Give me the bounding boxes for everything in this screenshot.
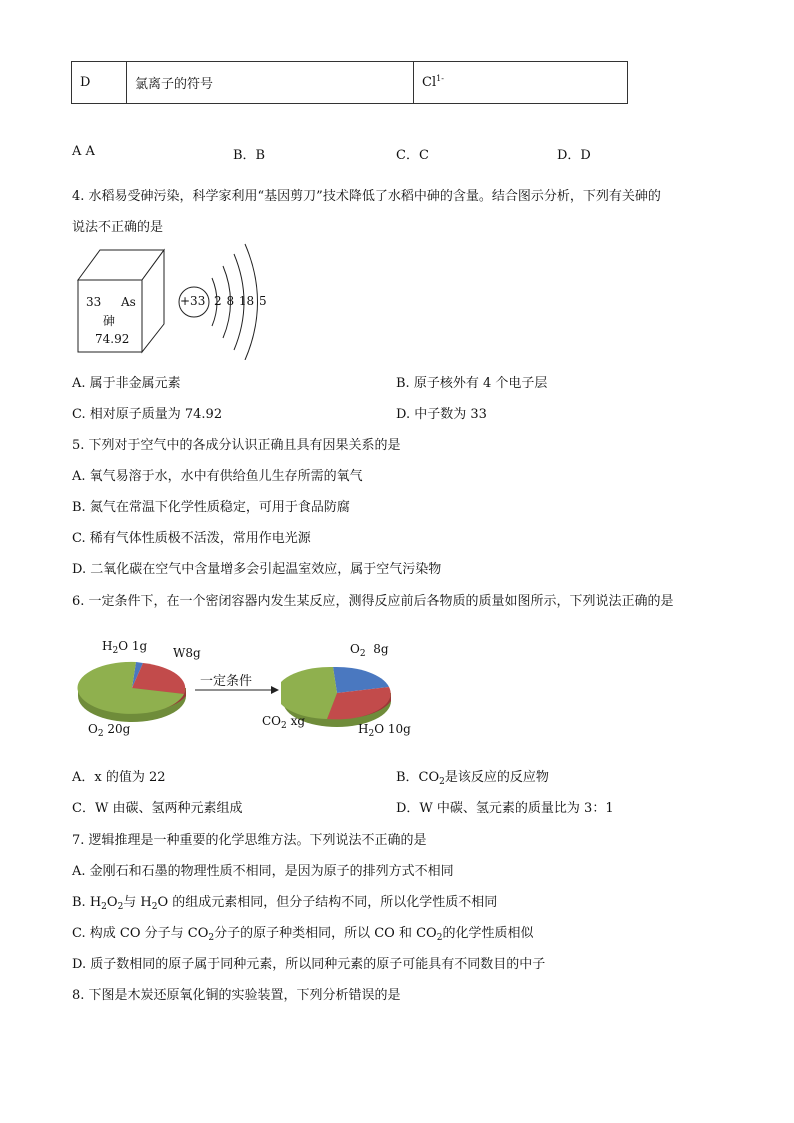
q4-option-d: D. 中子数为 33 (396, 407, 487, 422)
pie-before-o2-label: $O_2$ 20g (88, 722, 131, 739)
element-name: 砷 (103, 314, 116, 328)
q3-option-c: C．C (396, 148, 429, 163)
q7-c-part3: 的化学性质相似 (442, 926, 534, 941)
q8-stem: 8. 下图是木炭还原氧化铜的实验装置，下列分析错误的是 (72, 988, 401, 1003)
q6-stem: 6. 一定条件下，在一个密闭容器内发生某反应，测得反应前后各物质的质量如图所示，下列说法正确的是 (72, 594, 674, 609)
q4-option-b: B. 原子核外有 4 个电子层 (396, 376, 548, 391)
q4-stem-line1: 4. 水稻易受砷污染，科学家利用“基因剪刀”技术降低了水稻中砷的含量。结合图示分析，下列有关砷的 (72, 189, 661, 204)
q6-option-d: D．W 中碳、氢元素的质量比为 3：1 (396, 801, 614, 816)
q5-option-c: C. 稀有气体性质极不活泼，常用作电光源 (72, 531, 311, 546)
q7-c-part1: C. 构成 CO 分子与 CO (72, 926, 209, 941)
q3-option-b: B．B (233, 148, 266, 163)
pie-after-co2-label: $CO_2$ xg (262, 714, 306, 731)
table-cell-label: D (72, 62, 127, 104)
q6-option-a: A．x 的值为 22 (72, 770, 166, 785)
pie-before-w-label: W8g (173, 646, 201, 660)
q6-option-b-post: 是该反应的反应物 (444, 770, 549, 785)
q7-b-part3: 与 H (123, 895, 152, 910)
q7-option-b: B. $H_2O_2$与 $H_2O$ 的组成元素相同，但分子结构不同，所以化学性质不相同 (72, 895, 498, 912)
pie-after-o2-value: 8g (373, 642, 389, 656)
pie-after-o2-label: $O_2$ 8g (350, 642, 389, 659)
table-cell-desc: 氯离子的符号 (127, 62, 414, 104)
q7-c-part2: 分子的原子种类相同，所以 CO 和 CO (214, 926, 437, 941)
q5-option-b: B. 氮气在常温下化学性质稳定，可用于食品防腐 (72, 500, 350, 515)
reaction-condition-label: 一定条件 (200, 674, 253, 689)
q6-option-b-pre: B．CO (396, 770, 440, 785)
q7-b-part1: B. H (72, 895, 102, 910)
q5-option-d: D. 二氧化碳在空气中含量增多会引起温室效应，属于空气污染物 (72, 562, 442, 577)
q4-stem-line2: 说法不正确的是 (72, 220, 164, 235)
q7-b-part2: O (106, 895, 118, 910)
q7-stem: 7. 逻辑推理是一种重要的化学思维方法。下列说法不正确的是 (72, 833, 427, 848)
pie-before-h2o-value: 1g (131, 639, 148, 653)
pie-after-h2o-value: 10g (387, 722, 411, 736)
element-number: 33 (86, 295, 102, 309)
q4-option-a: A. 属于非金属元素 (72, 376, 181, 391)
element-symbol: As (121, 295, 136, 309)
atom-shells: 2 8 18 5 (214, 294, 267, 308)
q6-option-b: B．$CO_2$是该反应的反应物 (396, 770, 549, 787)
q7-option-a: A. 金刚石和石墨的物理性质不相同，是因为原子的排列方式不相同 (72, 864, 454, 879)
q3-option-d: D．D (557, 148, 591, 163)
q7-option-c: C. 构成 CO 分子与 $CO_2$分子的原子种类相同，所以 CO 和 $CO_2$的化学性质相似 (72, 926, 534, 943)
q3-option-a: A A (72, 144, 95, 159)
chlorine-symbol: Cl (422, 75, 437, 90)
option-table-row (71, 61, 628, 104)
atom-nucleus: +33 (180, 294, 206, 308)
charge-superscript: 1- (436, 74, 444, 83)
element-mass: 74.92 (95, 332, 130, 346)
pie-after-h2o-label: $H_2O$ 10g (358, 722, 411, 739)
q5-stem: 5. 下列对于空气中的各成分认识正确且具有因果关系的是 (72, 438, 401, 453)
q7-option-d: D. 质子数相同的原子属于同种元素，所以同种元素的原子可能具有不同数目的中子 (72, 957, 546, 972)
pie-before-o2-value: 20g (107, 722, 131, 736)
pie-chart-before (76, 650, 188, 726)
q4-option-c: C. 相对原子质量为 74.92 (72, 407, 223, 422)
q6-option-c: C．W 由碳、氢两种元素组成 (72, 801, 243, 816)
table-cell-symbol (414, 62, 628, 104)
pie-after-co2-value: xg (290, 714, 306, 728)
q7-b-part4: O 的组成元素相同，但分子结构不同，所以化学性质不相同 (157, 895, 498, 910)
reaction-arrow-icon (193, 684, 279, 696)
pie-before-h2o-label: $H_2O$ 1g (102, 639, 148, 656)
q5-option-a: A. 氧气易溶于水，水中有供给鱼儿生存所需的氧气 (72, 469, 363, 484)
